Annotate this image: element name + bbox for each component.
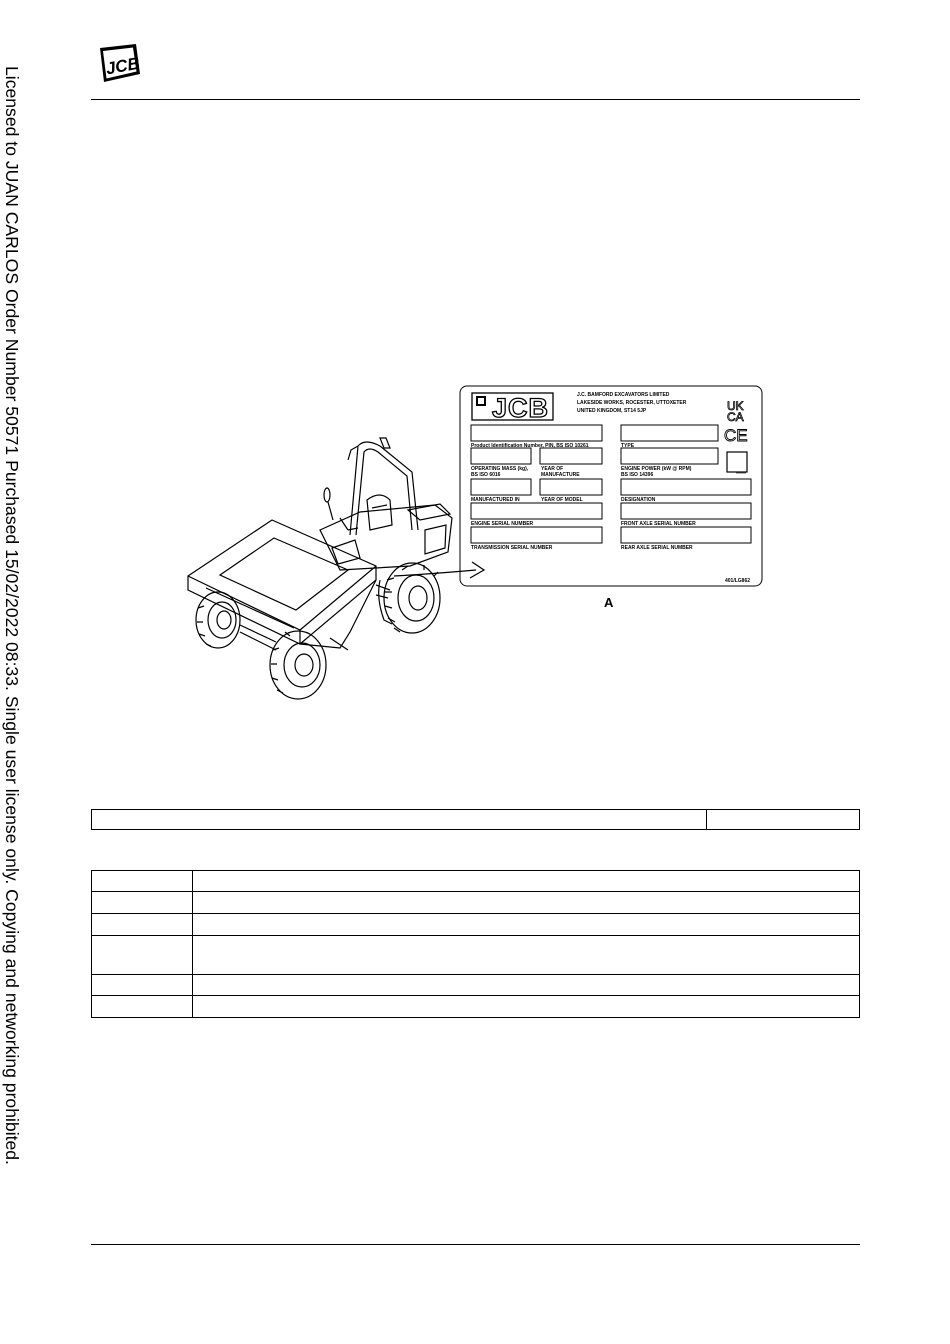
svg-text:BS ISO 6016: BS ISO 6016 (471, 472, 501, 478)
svg-text:JCB: JCB (492, 393, 550, 423)
svg-text:OPERATING MASS (kg),: OPERATING MASS (kg), (471, 466, 529, 472)
table-column-divider (706, 810, 707, 829)
svg-text:Product Identification Number,: Product Identification Number, PIN, BS ISO 10261 (471, 443, 589, 449)
table-row (92, 892, 860, 914)
callout-label-a: A (604, 595, 614, 610)
svg-text:401/LG862: 401/LG862 (725, 578, 751, 584)
svg-text:UNITED KINGDOM, ST14 5JP: UNITED KINGDOM, ST14 5JP (577, 408, 647, 414)
data-plate (460, 386, 762, 586)
svg-text:FRONT AXLE SERIAL NUMBER: FRONT AXLE SERIAL NUMBER (621, 521, 696, 527)
footer-rule (91, 1244, 860, 1245)
svg-text:ENGINE SERIAL NUMBER: ENGINE SERIAL NUMBER (471, 521, 534, 527)
table-row (92, 975, 860, 996)
jcb-logo (90, 42, 142, 84)
table-row (92, 871, 860, 892)
svg-text:TRANSMISSION SERIAL NUMBER: TRANSMISSION SERIAL NUMBER (471, 545, 553, 551)
svg-text:CE: CE (724, 426, 748, 445)
data-plate-figure (180, 380, 780, 700)
reference-table (91, 809, 860, 830)
svg-text:ENGINE POWER (kW @ RPM): ENGINE POWER (kW @ RPM) (621, 466, 692, 472)
svg-text:BS ISO 14396: BS ISO 14396 (621, 472, 654, 478)
data-table (91, 870, 860, 1018)
license-notice (0, 0, 30, 1344)
table-row (92, 914, 860, 936)
svg-text:YEAR OF MODEL: YEAR OF MODEL (541, 497, 583, 503)
svg-text:LAKESIDE WORKS, ROCESTER, UTTO: LAKESIDE WORKS, ROCESTER, UTTOXETER (577, 400, 687, 406)
svg-text:MANUFACTURE: MANUFACTURE (541, 472, 580, 478)
svg-text:JCB: JCB (104, 53, 142, 79)
svg-text:YEAR OF: YEAR OF (541, 466, 564, 472)
header-rule (91, 99, 860, 100)
svg-text:REAR AXLE SERIAL NUMBER: REAR AXLE SERIAL NUMBER (621, 545, 693, 551)
svg-text:UK: UK (727, 399, 744, 413)
table-row (92, 936, 860, 975)
site-dumper-drawing (188, 438, 484, 699)
svg-text:MANUFACTURED IN: MANUFACTURED IN (471, 497, 520, 503)
license-notice-text: Licensed to JUAN CARLOS Order Number 50571 Purchased 15/02/2022 08:33. Single user license only. Copying and networking prohibited. (2, 66, 22, 1165)
svg-text:DESIGNATION: DESIGNATION (621, 497, 656, 503)
svg-text:CA: CA (727, 410, 744, 424)
svg-text:J.C. BAMFORD EXCAVATORS LIMITE: J.C. BAMFORD EXCAVATORS LIMITED (577, 392, 670, 398)
table-row (92, 996, 860, 1018)
svg-text:TYPE: TYPE (621, 443, 635, 449)
